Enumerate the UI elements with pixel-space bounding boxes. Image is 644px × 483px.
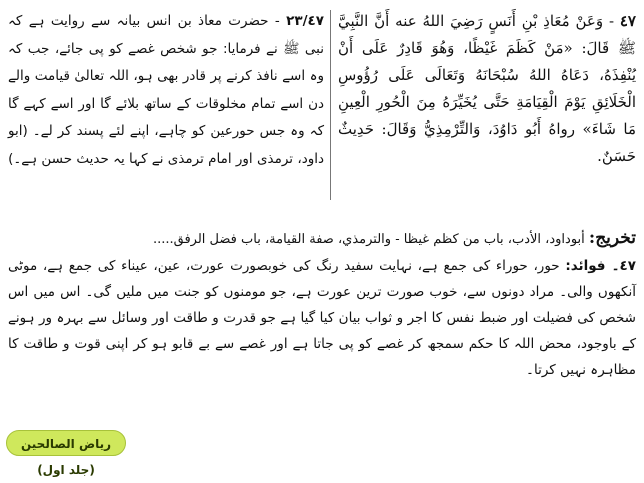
fawaid-label: ٤٧۔ فوائد:	[565, 258, 636, 274]
urdu-translation-text: حضرت معاذ بن انس بیانہ سے روایت ہے کہ نبی ﷺ نے فرمایا: جو شخص غصے کو پی جائے، جب کہ وہ اسے نافذ کرنے پر قادر بھی ہو، اللہ تعالیٰ قیامت والے دن اسے تمام مخلوقات کے ساتھ بلائے گا اور اسے کہے گا کہ وہ جس حورعین کو چاہے، اپنے لئے پسند کر لے۔ (ابو داود، ترمذی اور امام ترمذی نے کہا یہ حدیث حسن ہے۔)	[8, 13, 324, 167]
takhrij-label: تخریج:	[588, 228, 636, 248]
column-divider	[330, 10, 331, 200]
takhrij-line	[8, 228, 636, 250]
urdu-translation: ٢٣/٤٧ - حضرت معاذ بن انس بیانہ سے روایت ہے کہ نبی ﷺ نے فرمایا: جو شخص غصے کو پی جائے، جب کہ وہ اسے نافذ کرنے پر قادر بھی ہو، اللہ تعالیٰ قیامت والے دن اسے تمام مخلوقات کے ساتھ بلائے گا اور اسے کہے گا کہ وہ جس حورعین کو چاہے، اپنے لئے پسند کر لے۔ (ابو داود، ترمذی اور امام ترمذی نے کہا یہ حدیث حسن ہے۔)	[8, 13, 324, 167]
takhrij-text: أبوداود، الأدب، باب من كظم غيظا - والترمذي، صفة القيامة، باب فضل الرفق.....	[152, 232, 585, 247]
arabic-hadith-number: ٤٧	[619, 12, 636, 30]
fawaid-text: حور، حوراء کی جمع ہے، نہایت سفید رنگ کی خوبصورت عورت، عین، عیناء کی جمع ہے، موٹی آنکھوں والی۔ مراد دونوں سے، خوب صورت ترین عورت ہے، جو مومنوں کو جنت میں ملیں گی۔ اس میں اس شخص کی فضیلت اور ضبط نفس کا اجر و ثواب بیان کیا گیا ہے جو قدرت و طاقت اور وسائل سے بہرہ ور ہونے کے باوجود، محض اللہ کا حکم سمجھ کر غصے کو پی جاتا ہے اور غصے سے بے قابو ہو کر اپنی قوت و طاقت کا مظاہرہ نہیں کرتا۔	[8, 258, 636, 378]
urdu-hadith-number: ٢٣/٤٧	[286, 13, 324, 29]
book-title-badge: ریاض الصالحین (جلد اول)	[6, 430, 126, 456]
arabic-hadith: ٤٧ - وَعَنْ مُعَاذِ بْنِ أَنَسٍ رَضِيَ اللهُ عنه أَنَّ النَّبِيَّ ﷺ قَالَ: «مَنْ كَظَمَ غَيْظًا، وَهُوَ قَادِرٌ عَلَى أَنْ يُنْفِذَهُ، دَعَاهُ اللهُ سُبْحَانَهُ وَتَعَالَى عَلَى رُؤُوسِ الْخَلَائِقِ يَوْمَ الْقِيَامَةِ حَتَّى يُخَيِّرَهُ مِنَ الْحُورِ الْعِينِ مَا شَاءَ» رواهُ أَبُو دَاوُدَ، وَالتِّرْمِذِيُّ وَقَالَ: حَدِيثٌ حَسَنٌ.	[338, 12, 636, 165]
fawaid-section	[8, 253, 636, 383]
arabic-hadith-text: وَعَنْ مُعَاذِ بْنِ أَنَسٍ رَضِيَ اللهُ عنه أَنَّ النَّبِيَّ ﷺ قَالَ: «مَنْ كَظَمَ غَيْظًا، وَهُوَ قَادِرٌ عَلَى أَنْ يُنْفِذَهُ، دَعَاهُ اللهُ سُبْحَانَهُ وَتَعَالَى عَلَى رُؤُوسِ الْخَلَائِقِ يَوْمَ الْقِيَامَةِ حَتَّى يُخَيِّرَهُ مِنَ الْحُورِ الْعِينِ مَا شَاءَ» رواهُ أَبُو دَاوُدَ، وَالتِّرْمِذِيُّ وَقَالَ: حَدِيثٌ حَسَنٌ.	[338, 12, 636, 165]
